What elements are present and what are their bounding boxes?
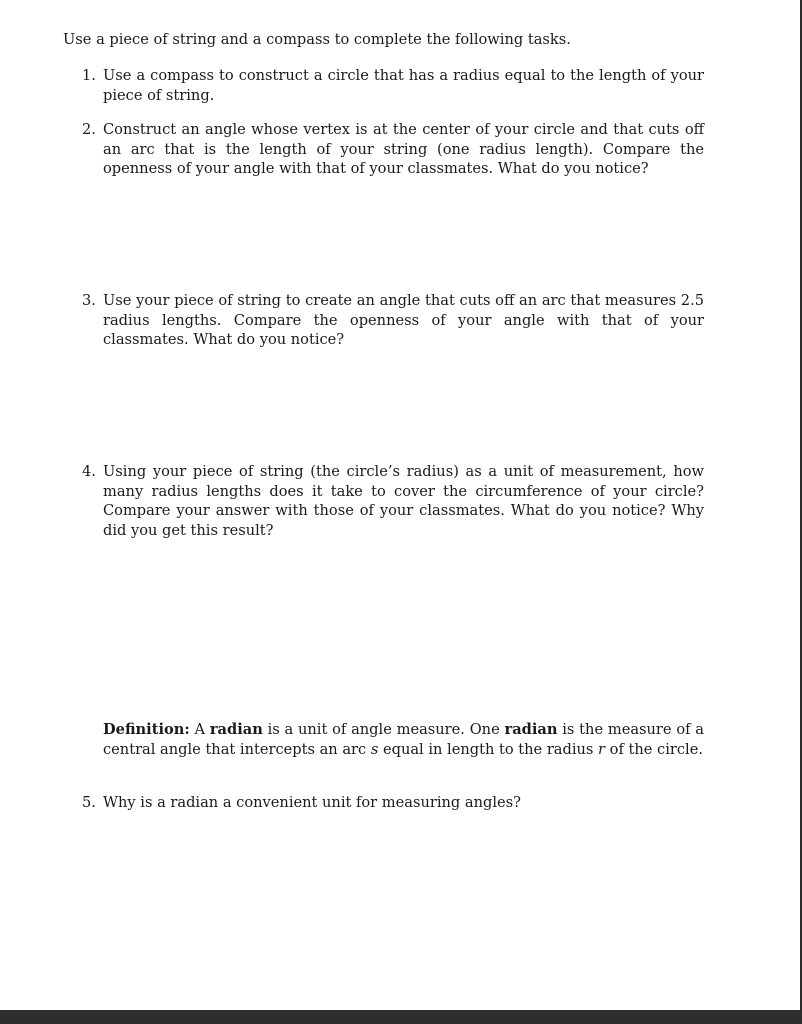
task-text: Using your piece of string (the circle’s radius) as a unit of measurement, how many radius lengths does it take to cover the circumference of your circle? Compare your answer with those of your classmates. What do you notice? Why did you get this result? (103, 463, 704, 539)
task-item-2 (82, 120, 704, 179)
definition-term: radian (504, 721, 558, 738)
definition-block (103, 720, 704, 759)
task-number: 4. (82, 463, 96, 480)
task-text: Construct an angle whose vertex is at the center of your circle and that cuts off an arc that is the length of your string (one radius length). Compare the openness of your angle with that of your classmates. What do you notice? (103, 121, 704, 177)
definition-text: is the measure of a central angle that intercepts an arc (103, 721, 704, 758)
task-number: 3. (82, 292, 96, 309)
definition-text: A (189, 721, 210, 738)
definition-text: equal in length to the radius (378, 740, 599, 758)
task-number: 2. (82, 121, 96, 138)
task-number: 1. (82, 67, 96, 84)
task-item-5 (82, 793, 704, 813)
task-item-4 (82, 462, 704, 540)
definition-label: Definition: (103, 721, 190, 738)
task-item-1 (82, 66, 704, 105)
task-text: Use a compass to construct a circle that has a radius equal to the length of your piece of string. (103, 67, 704, 104)
intro-text: Use a piece of string and a compass to complete the following tasks. (63, 31, 571, 48)
variable-s: s (370, 740, 379, 758)
bottom-bar (0, 1010, 802, 1024)
variable-r: r (598, 740, 606, 758)
definition-text: of the circle. (605, 740, 703, 758)
task-text: Why is a radian a convenient unit for measuring angles? (103, 794, 521, 811)
task-text: Use your piece of string to create an angle that cuts off an arc that measures 2.5 radius lengths. Compare the openness of your angle with that of your classmates. What do you notice? (103, 292, 704, 348)
task-number: 5. (82, 794, 96, 811)
definition-term: radian (209, 721, 263, 738)
definition-text: is a unit of angle measure. One (262, 721, 505, 738)
task-item-3 (82, 291, 704, 350)
